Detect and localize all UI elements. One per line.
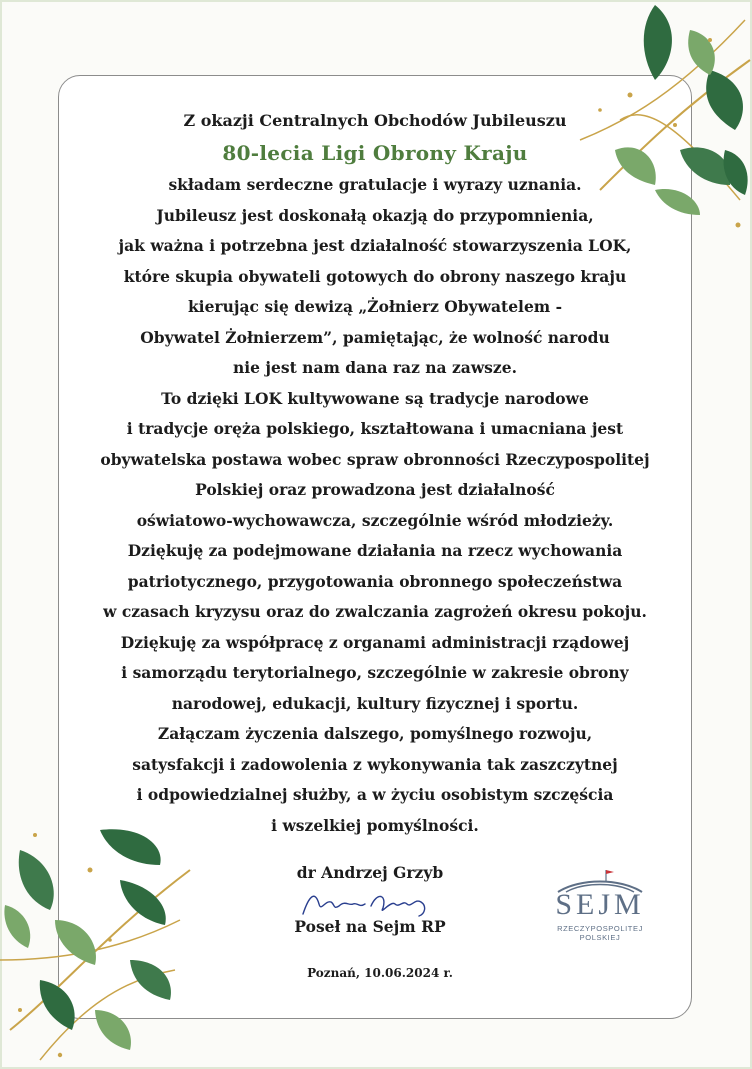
letter-heading: Z okazji Centralnych Obchodów Jubileuszu [183,111,567,130]
handwritten-signature-icon [295,886,445,920]
letter-line: Obywatel Żołnierzem”, pamiętając, że wolność narodu [140,327,610,347]
letter-line: Jubileusz jest doskonałą okazją do przypomnienia, [156,205,594,225]
letter-line: kierując się dewizą „Żołnierz Obywatelem - [187,297,563,316]
letter-body [70,106,680,841]
letter-line: Polskiej oraz prowadzona jest działalność [195,480,555,499]
letter-line: patriotycznego, przygotowania obronnego społeczeństwa [127,571,623,591]
signature-block [250,862,490,938]
letter-line: Dziękuję za współpracę z organami administracji rządowej [120,632,630,652]
letter-line: Dziękuję za podejmowane działania na rzecz wychowania [127,541,623,560]
place-and-date: Poznań, 10.06.2024 r. [307,966,453,980]
letter-line: jak ważna i potrzebna jest działalność stowarzyszenia LOK, [118,236,632,255]
signer-role: Poseł na Sejm RP [294,917,446,936]
jubilee-title: 80-lecia Ligi Obrony Kraju [222,141,528,165]
letter-line: które skupia obywateli gotowych do obrony naszego kraju [123,266,627,286]
letter-line: obywatelska postawa wobec spraw obronności Rzeczypospolitej [100,449,650,469]
sejm-logo-subtitle: RZECZYPOSPOLITEJ POLSKIEJ [557,924,643,942]
leaf-decoration-bottom-left-icon [0,810,200,1069]
letter-line: i samorządu terytorialnego, szczególnie w zakresie obrony [121,663,629,682]
letter-line: składam serdeczne gratulacje i wyrazy uznania. [168,175,582,194]
letter-line: i tradycje oręża polskiego, kształtowana i umacniana jest [126,419,624,438]
letter-line: nie jest nam dana raz na zawsze. [233,358,517,377]
letter-line: To dzięki LOK kultywowane są tradycje narodowe [161,388,589,408]
sejm-logo-word: SEJM [555,888,645,921]
letter-line: i odpowiedzialnej służby, a w życiu osobistym szczęścia [136,785,614,804]
letter-line: i wszelkiej pomyślności. [271,815,479,835]
letter-line: satysfakcji i zadowolenia z wykonywania tak zaszczytnej [132,754,618,774]
letter-line: oświatowo-wychowawcza, szczególnie wśród młodzieży. [136,510,614,530]
letter-line: Załączam życzenia dalszego, pomyślnego rozwoju, [157,724,593,743]
sejm-logo [540,866,660,956]
signer-name: dr Andrzej Grzyb [296,863,444,882]
letter-line: w czasach kryzysu oraz do zwalczania zagrożeń okresu pokoju. [103,602,647,621]
letter-line: narodowej, edukacji, kultury fizycznej i sportu. [171,693,579,713]
